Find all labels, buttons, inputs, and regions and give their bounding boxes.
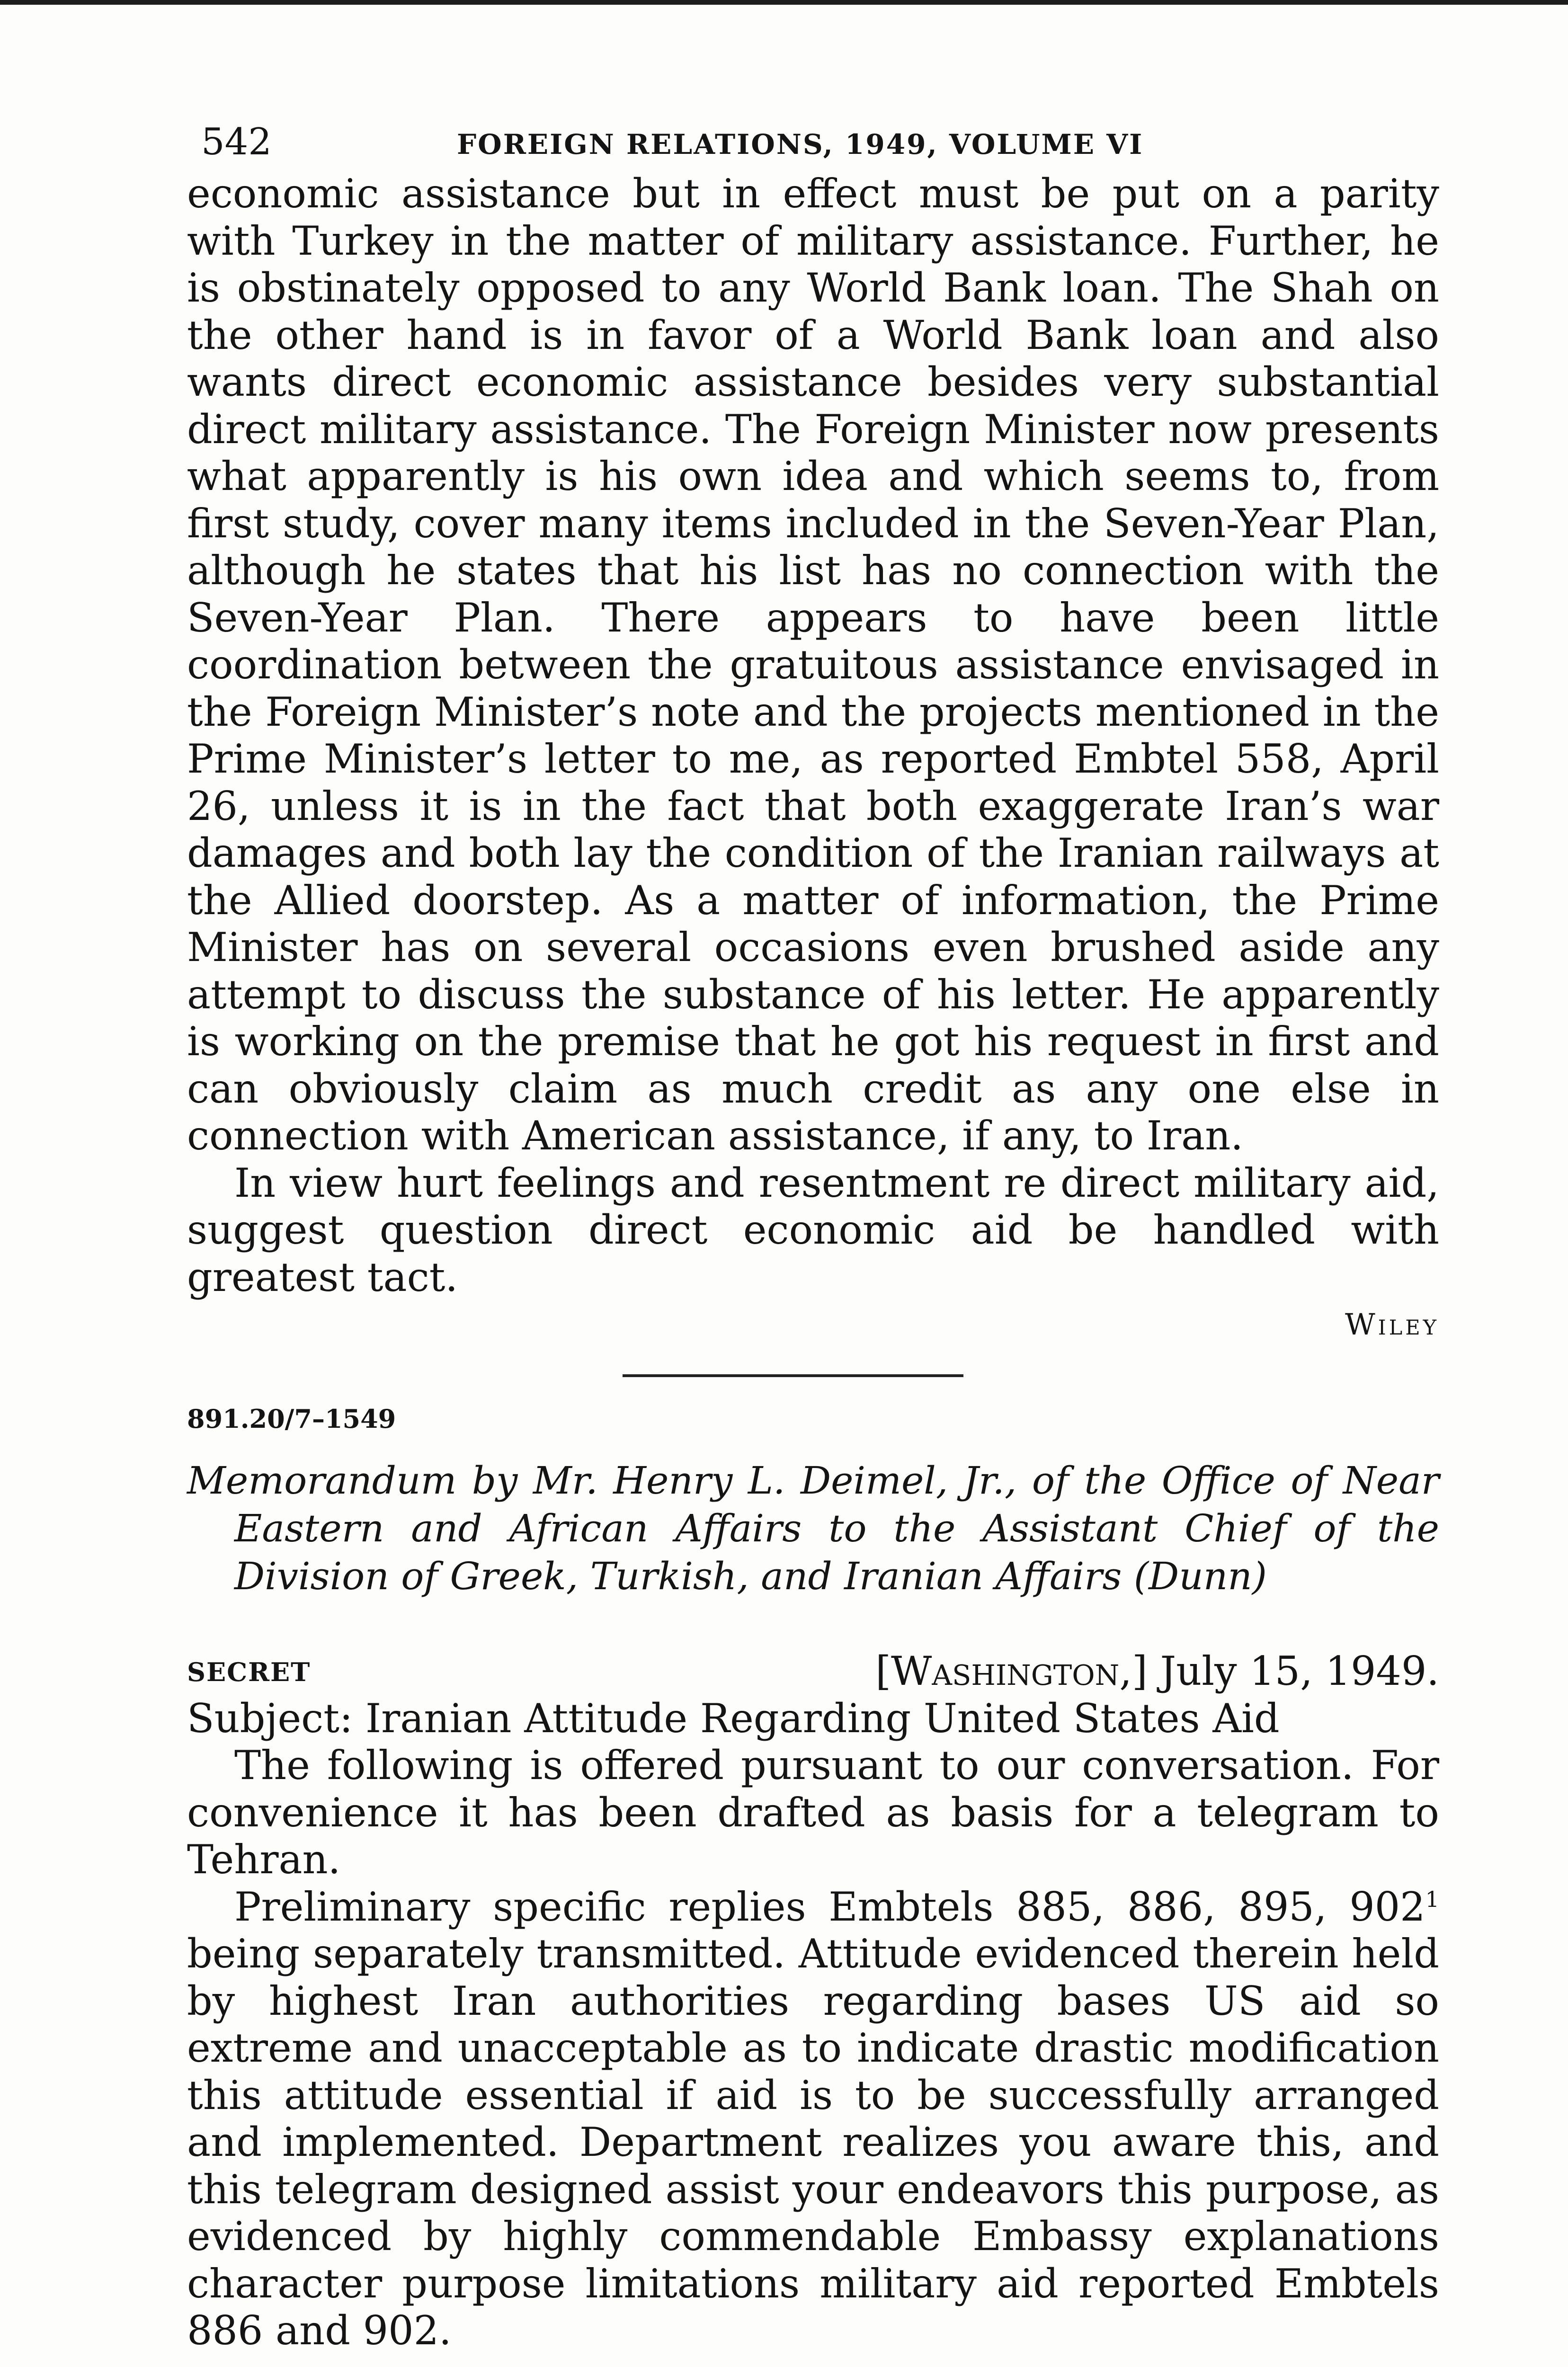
body-paragraph: economic assistance but in effect must be put on a parity with Turkey in the matter of military assistance. Further, he is obstinately opposed to any World Bank loan. The Shah on the other hand is in favor of a World Bank loan and also wants direct economic assistance besides very substantial direct military assistance. The Foreign Minister now presents what apparently is his own idea and which seems to, from first study, cover many items included in the Seven-Year Plan, although he states that his list has no connection with the Seven-Year Plan. There appears to have been little coordination between the gratuitous assistance envisaged in the Foreign Minister’s note and the projects mentioned in the Prime Minister’s letter to me, as reported Embtel 558, April 26, unless it is in the fact that both exaggerate Iran’s war damages and both lay the condition of the Iranian railways at the Allied doorstep. As a matter of information, the Prime Minister has on several occasions even brushed aside any attempt to discuss the substance of his letter. He apparently is working on the premise that he got his request in first and can obviously claim as much credit as any one else in connection with American assistance, if any, to Iran.	[187, 170, 1439, 1159]
signature: Wiley	[1345, 1307, 1439, 1342]
section-divider	[623, 1374, 963, 1377]
body-paragraph: The following is offered pursuant to our conversation. For convenience it has been drafted as basis for a telegram to Tehran.	[187, 1742, 1439, 1883]
telegram-continuation	[187, 170, 1439, 1301]
running-head	[187, 118, 1439, 170]
memorandum-heading: Memorandum by Mr. Henry L. Deimel, Jr., of the Office of Near Eastern and African Affairs to the Assistant Chief of the Division of Greek, Turkish, and Iranian Affairs (Dunn)	[187, 1459, 1439, 1598]
paragraph-text: Preliminary specific replies Embtels 885, 886, 895, 902	[234, 1883, 1425, 1930]
subject-line: Subject: Iranian Attitude Regarding United States Aid	[187, 1695, 1280, 1742]
classification-label: SECRET	[187, 1657, 311, 1687]
file-number: 891.20/7–1549	[187, 1404, 396, 1434]
document-page	[187, 118, 1439, 2367]
memorandum-body	[187, 1742, 1439, 2355]
scan-top-edge	[0, 0, 1568, 5]
dateline	[875, 1647, 1439, 1695]
page-number: 542	[201, 121, 272, 163]
paragraph-text: being separately transmitted. Attitude evidenced therein held by highest Iran authorities regarding bases US aid so extreme and unacceptable as to indicate drastic modification this attitude essential if aid is to be successfully arranged and implemented. Department realizes you aware this, and this telegram designed assist your endeavors this purpose, as evidenced by highly commendable Embassy explanations character purpose limitations military aid reported Embtels 886 and 902.	[187, 1931, 1439, 2354]
running-title: FOREIGN RELATIONS, 1949, VOLUME VI	[457, 128, 1144, 160]
body-paragraph	[187, 1884, 1439, 2355]
dateline-place: [Washington,]	[875, 1648, 1148, 1694]
memo-meta-row	[187, 1647, 1439, 1695]
body-paragraph: In view hurt feelings and resentment re direct military aid, suggest question direct economic aid be handled with greatest tact.	[187, 1159, 1439, 1300]
dateline-date: July 15, 1949.	[1160, 1648, 1439, 1694]
footnote-reference[interactable]: 1	[1425, 1886, 1439, 1912]
